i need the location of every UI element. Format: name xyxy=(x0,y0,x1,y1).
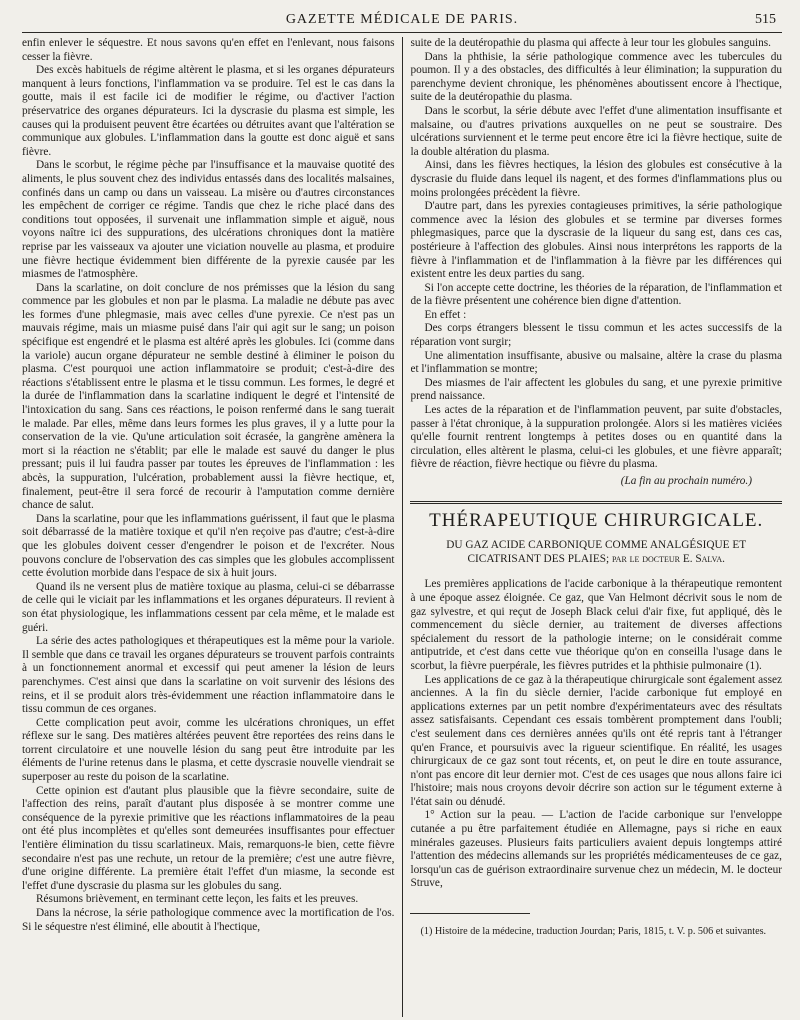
journal-title: GAZETTE MÉDICALE DE PARIS. xyxy=(285,12,519,27)
paragraph: suite de la deutéropathie du plasma qui affecte à leur tour les globules sanguins. xyxy=(410,37,772,49)
section-title: THÉRAPEUTIQUE CHIRURGICALE. xyxy=(429,509,764,531)
paragraph: Les actes de la réparation et de l'inflammation peuvent, par suite d'obstacles, passer à l'état chronique, à la suppuration prolongée. Alors si les matières viciées qu'elle fournit rentrent longtemps à petites doses ou en quantité dans la circulation, elles altèrent le plasma, celui-ci les globules, et une fièvre apparaît; fièvre de réaction, fièvre hectique ou fièvre du plasma. xyxy=(410,404,782,471)
paragraph: Dans la scarlatine, on doit conclure de nos prémisses que la lésion du sang commence par les globules et non par le plasma. La maladie ne débute pas avec les formes d'une phlegmasie, mais avec celles d'une pyrexie. Ce n'est pas un mauvais régime, mais un miasme puisé dans l'air qui agit sur le sang; un poison spécifique est engendré et le plasma est altéré après les globules. Ici (comme dans la variole) aucun organe dépurateur ne semble destiné à éliminer le poison du plasma. C'est pourquoi une action inflammatoire se produit; c'est-à-dire des réactions s'établissent entre le plasma et le tissu commun. Les formes, le degré et la durée de l'inflammation dans la scarlatine indiquent le degré et l'intensité de l'intoxication du sang. Sans ces réactions, le poison renfermé dans le sang tuerait le malade. Par elles, même dans leurs formes les plus graves, il y a lutte pour la conservation de la vie. Qu'une articulation soit écrasée, la gangrène amènera la mort si la réaction ne s'établit; par elle le malade est sauvé du danger le plus pressant; puis il lui faudra passer par toutes les épreuves de l'inflammation : les abcès, la suppuration, l'ulcération, probablement aussi la fièvre hectique, et, finalement, peut-être il sera forcé de recourir à l'amputation comme dernière chance de salut. xyxy=(22,281,395,512)
right-column xyxy=(402,37,782,1017)
paragraph: Si l'on accepte cette doctrine, les théories de la réparation, de l'inflammation et de la fièvre présentent une cohérence bien digne d'attention. xyxy=(410,281,782,308)
paragraph: En effet : xyxy=(424,308,467,321)
footnote: (1) Histoire de la médecine, traduction Jourdan; Paris, 1815, t. V. p. 506 et suivantes. xyxy=(420,926,767,938)
left-column xyxy=(22,37,402,1017)
paragraph: Ainsi, dans les fièvres hectiques, la lésion des globules est consécutive à la dyscrasie du fluide dans lequel ils nagent, et des formes d'inflammations plus ou moins prolongées précèdent la fièvre. xyxy=(410,159,782,199)
article-title: DU GAZ ACIDE CARBONIQUE COMME ANALGÉSIQUE ET CICATRISANT DES PLAIES; par le docteur E. Salva. xyxy=(446,539,747,565)
paragraph: Dans la nécrose, la série pathologique commence avec la mortification de l'os. Si le séquestre n'est éliminé, elle aboutit à l'hectique, xyxy=(22,907,395,933)
two-column-body xyxy=(22,37,782,1017)
paragraph: 1° Action sur la peau. — L'action de l'acide carbonique sur l'enveloppe cutanée a pu être parfaitement étudiée en Allemagne, pays si riche en eaux minérales gazeuses. Plusieurs faits particuliers avaient depuis longtemps attiré l'attention des médecins allemands sur les propriétés médicamenteuses de ce gaz, lorsqu'un cas de guérison extraordinaire survenue chez un médecin, M. le docteur Struve, xyxy=(410,809,782,890)
paragraph: D'autre part, dans les pyrexies contagieuses primitives, la série pathologique commence avec la lésion des globules et se termine par diverses formes phlegmasiques, parce que la dyscrasie de la liqueur du sang est, dans ces cas, postérieure à l'affection des globules. Ainsi nous interprétons les rapports de la fièvre à l'inflammation et de l'inflammation à la fièvre par les différences qui existent entre les deux parties du sang. xyxy=(410,200,782,281)
paragraph: Quand ils ne versent plus de matière toxique au plasma, celui-ci se débarrasse de celle qui le viciait par les inflammations et les organes dépurateurs. Il revient à son état physiologique, les inflammations cessent par cela même, et le malade est guéri. xyxy=(22,580,395,634)
page-header xyxy=(22,6,782,33)
paragraph: Une alimentation insuffisante, abusive ou malsaine, altère la crase du plasma et l'inflammation se montre; xyxy=(410,349,782,376)
paragraph: Les premières applications de l'acide carbonique à la thérapeutique remontent à une époque assez éloignée. Ce gaz, que Van Helmont décrivit sous le nom de gaz sylvestre, et qui reçut de Joseph Black celui d'air fixe, fut appliqué, dès le commencement du siècle dernier, au traitement de diverses affections spécialement du ressort de la pathologie interne; on le considérait comme antiputride, et c'est dans cette vue théorique qu'on en conseilla l'usage dans le scorbut, la fièvre puerpérale, les fièvres putrides et la phthisie pulmonaire (1). xyxy=(410,578,782,672)
paragraph: Les applications de ce gaz à la thérapeutique chirurgicale sont également assez anciennes. A la fin du siècle dernier, l'acide carbonique fut employé en applications externes par un petit nombre d'expérimentateurs avec des résultats assez satisfaisants. Cependant ces essais tombèrent promptement dans l'oubli; c'est seulement dans ces dernières années qu'ils ont été repris tant à l'étranger qu'en France, et poursuivis avec la rigueur scientifique. En réalité, les usages chirurgicaux de ce gaz sont tout récents, et, on peut le dire en toute assurance, n'ont pas encore dit leur dernier mot. C'est de ces usages que nous allons faire ici l'histoire; mais nous croyons devoir décrire son action sur le tégument externe à l'état sain ou dénudé. xyxy=(410,673,782,808)
paragraph: Des miasmes de l'air affectent les globules du sang, et une pyrexie primitive prend naissance. xyxy=(410,376,782,403)
paragraph: Résumons brièvement, en terminant cette leçon, les faits et les preuves. xyxy=(36,893,359,906)
to-be-continued-note: (La fin au prochain numéro.) xyxy=(620,475,752,487)
section-separator xyxy=(410,501,782,504)
paragraph: Dans la scarlatine, pour que les inflammations guérissent, il faut que le plasma soit débarrassé de la matière toxique et qu'il n'en reçoive pas d'autre; c'est-à-dire que les globules doivent cesser d'engendrer le poison et de l'excréter. Nous pouvons conclure de l'observation des cas simples que les globules accomplissent cette évolution morbide dans l'espace de six à huit jours. xyxy=(22,512,395,580)
paragraph: Dans la phthisie, la série pathologique commence avec les tubercules du poumon. Il y a des obstacles, des difficultés à leur élimination; la suppuration du parenchyme devient chronique, les phénomènes aboutissent encore à l'hectique, suite de la deutéropathie du plasma. xyxy=(410,50,782,104)
page-number: 515 xyxy=(755,12,776,27)
paragraph: Des excès habituels de régime altèrent le plasma, et si les organes dépurateurs manquent à leurs fonctions, l'inflammation va se produire. Tel est le cas dans la goutte, mais il est facile ici de modifier le régime, ou d'activer l'action préservatrice des organes dépurateurs. Ici la dyscrasie du plasma est simple, les causes qui la produisent peuvent être écartées ou détruites avant que l'altération se communique aux globules. L'inflammation dans la goutte est donc aiguë et sans fièvre. xyxy=(22,64,395,158)
paragraph: Dans le scorbut, la série débute avec l'effet d'une alimentation insuffisante et malsaine, ou d'autres privations auxquelles on ne peut se soustraire. Des ulcérations surviennent et le terme peut encore être ici la fièvre hectique, suite de la double altération du plasma. xyxy=(410,104,782,158)
paragraph: Des corps étrangers blessent le tissu commun et les actes successifs de la réparation vont surgir; xyxy=(410,322,782,349)
paragraph: enfin enlever le séquestre. Et nous savons qu'en effet en l'enlevant, nous faisons cesser la fièvre. xyxy=(22,37,395,63)
footnote-rule xyxy=(410,913,530,914)
paragraph: Dans le scorbut, le régime pèche par l'insuffisance et la mauvaise quotité des aliments, le plus souvent chez des individus entassés dans des localités malsaines, confinés dans un camp ou dans un vaisseau. La misère ou d'autres circonstances les empêchent de corriger ce régime. Tandis que chez le riche placé dans des conditions tout opposées, il survenait une inflammation simple et aiguë, nous voyons naître ici des suppurations, des ulcérations chroniques dont la matière reprise par les vaisseaux va ajouter une viciation nouvelle au plasma, et produire une fièvre hectique évidemment bien différente de la pyrexie causée par les miasmes de l'atmosphère. xyxy=(22,159,395,281)
paragraph: Cette complication peut avoir, comme les ulcérations chroniques, un effet réflexe sur le sang. Des matières altérées peuvent être reportées des reins dans le torrent circulatoire et une nouvelle lésion du sang peut être introduite par les éléments de l'urine retenus dans le plasma, et cette dyscrasie nouvelle viendrait se superposer au reste du poison de la scarlatine. xyxy=(22,716,395,784)
paragraph: La série des actes pathologiques et thérapeutiques est la même pour la variole. Il semble que dans ce travail les organes dépurateurs se trouvent parfois contraints à un fonctionnement anormal et excessif qui peut amener la lésion de leurs parenchymes. C'est ainsi que dans la scarlatine on voit survenir des lésions des reins, et il se produit alors très-évidemment une réaction inflammatoire dans le tissu commun de ces organes. xyxy=(22,635,395,716)
paragraph: Cette opinion est d'autant plus plausible que la fièvre secondaire, suite de l'affection des reins, paraît d'autant plus disposée à se montrer comme une conséquence de la pyrexie primitive que les réactions inflammatoires de la peau ont été plus incomplètes et qu'elles sont demeurées insuffisantes pour effectuer l'entière élimination du tissu scarlatineux. Mais, remarquons-le bien, cette fièvre secondaire n'est pas une rechute, un retour de la première; c'est une autre fièvre, d'une origine différente. La première était l'effet d'un miasme, la seconde est l'effet d'une dyscrasie du plasma sur les globules du sang. xyxy=(22,784,395,892)
